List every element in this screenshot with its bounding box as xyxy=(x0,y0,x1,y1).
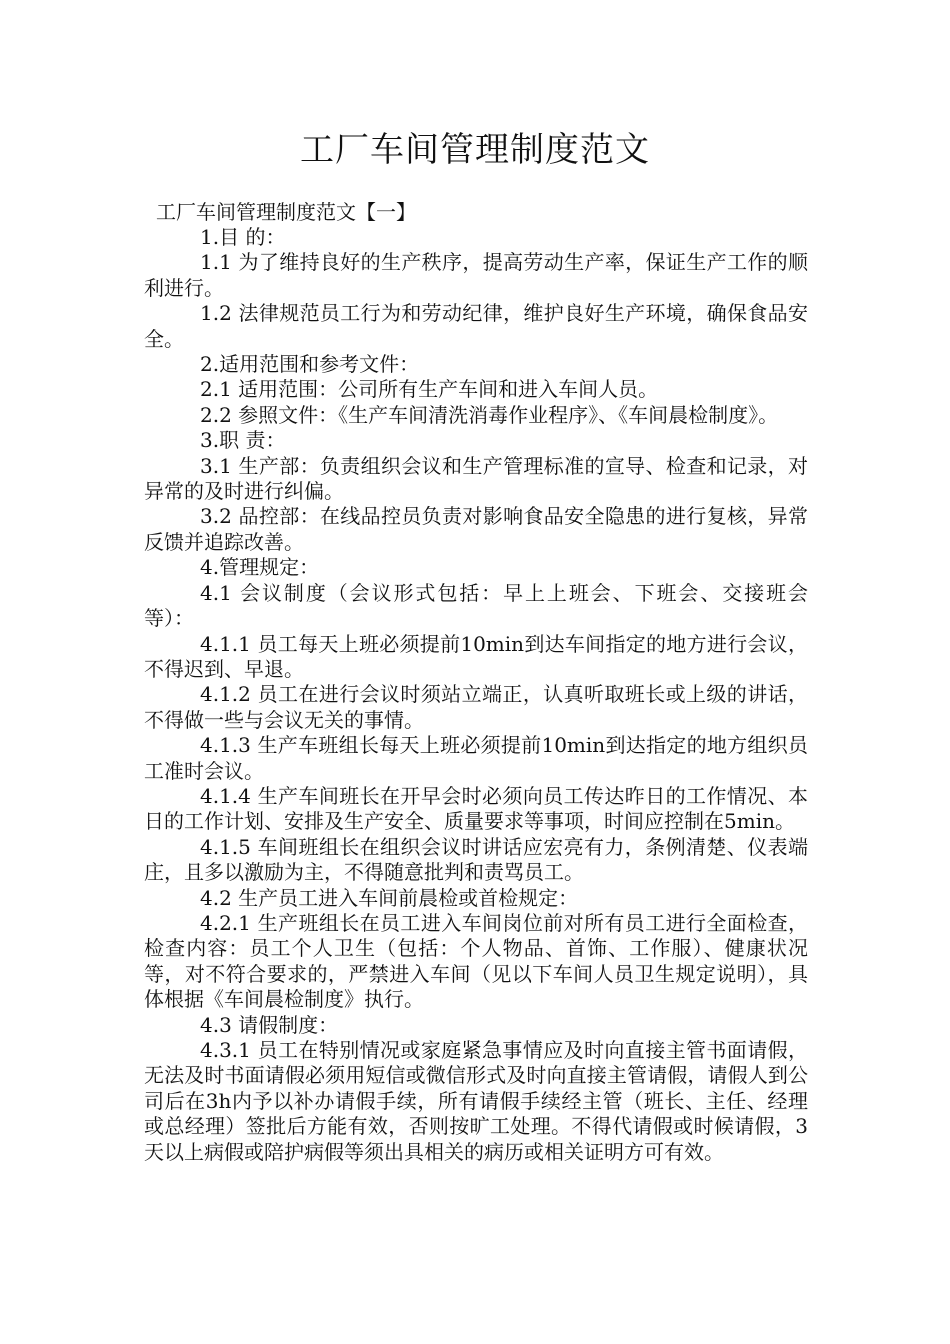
paragraph-3-2: 3.2 品控部：在线品控员负责对影响食品安全隐患的进行复核，异常反馈并追踪改善。 xyxy=(144,504,808,554)
paragraph-1-2: 1.2 法律规范员工行为和劳动纪律，维护良好生产环境，确保食品安全。 xyxy=(144,301,808,351)
paragraph-4-1-1: 4.1.1 员工每天上班必须提前10min到达车间指定的地方进行会议，不得迟到、早退。 xyxy=(144,631,808,681)
document-body xyxy=(144,200,808,1165)
paragraph-4-3-1: 4.3.1 员工在特别情况或家庭紧急事情应及时向直接主管书面请假，无法及时书面请假必须用短信或微信形式及时向直接主管请假，请假人到公司后在3h内予以补办请假手续，所有请假手续经主管（班长、主任、经理或总经理）签批后方能有效，否则按旷工处理。不得代请假或时候请假，3天以上病假或陪护病假等须出具相关的病历或相关证明方可有效。 xyxy=(144,1038,808,1164)
paragraph-rules: 4.管理规定： xyxy=(200,555,320,580)
paragraph-2-1: 2.1 适用范围：公司所有生产车间和进入车间人员。 xyxy=(200,377,659,402)
paragraph-4-1-5: 4.1.5 车间班组长在组织会议时讲话应宏亮有力，条例清楚、仪表端庄，且多以激励为主，不得随意批判和责骂员工。 xyxy=(144,834,808,885)
paragraph-scope: 2.适用范围和参考文件： xyxy=(200,352,420,377)
paragraph-2-2: 2.2 参照文件：《生产车间清洗消毒作业程序》、《车间晨检制度》。 xyxy=(200,402,779,427)
document-title: 工厂车间管理制度范文 xyxy=(300,130,650,170)
paragraph-4-3: 4.3 请假制度： xyxy=(200,1012,339,1037)
paragraph-4-2-1: 4.2.1 生产班组长在员工进入车间岗位前对所有员工进行全面检查，检查内容：员工个人卫生（包括：个人物品、首饰、工作服）、健康状况等，对不符合要求的，严禁进入车间（见以下车间人员卫生规定说明），具体根据《车间晨检制度》执行。 xyxy=(144,910,808,1012)
paragraph-4-1-4: 4.1.4 生产车间班长在开早会时必须向员工传达昨日的工作情况、本日的工作计划、安排及生产安全、质量要求等事项，时间应控制在5min。 xyxy=(144,783,808,834)
paragraph-4-1-3: 4.1.3 生产车班组长每天上班必须提前10min到达指定的地方组织员工准时会议。 xyxy=(144,733,808,783)
section-heading: 工厂车间管理制度范文【一】 xyxy=(156,200,416,224)
paragraph-4-2: 4.2 生产员工进入车间前晨检或首检规定： xyxy=(200,885,579,910)
paragraph-duties: 3.职 责： xyxy=(200,428,286,453)
paragraph-purpose: 1.目 的： xyxy=(200,225,286,249)
paragraph-4-1-2: 4.1.2 员工在进行会议时须站立端正，认真听取班长或上级的讲话，不得做一些与会议无关的事情。 xyxy=(144,682,808,732)
paragraph-1-1: 1.1 为了维持良好的生产秩序，提高劳动生产率，保证生产工作的顺利进行。 xyxy=(144,250,808,300)
paragraph-3-1: 3.1 生产部：负责组织会议和生产管理标准的宣导、检查和记录，对异常的及时进行纠偏。 xyxy=(144,453,808,504)
paragraph-4-1: 4.1 会议制度（会议形式包括：早上上班会、下班会、交接班会等）： xyxy=(144,580,808,631)
